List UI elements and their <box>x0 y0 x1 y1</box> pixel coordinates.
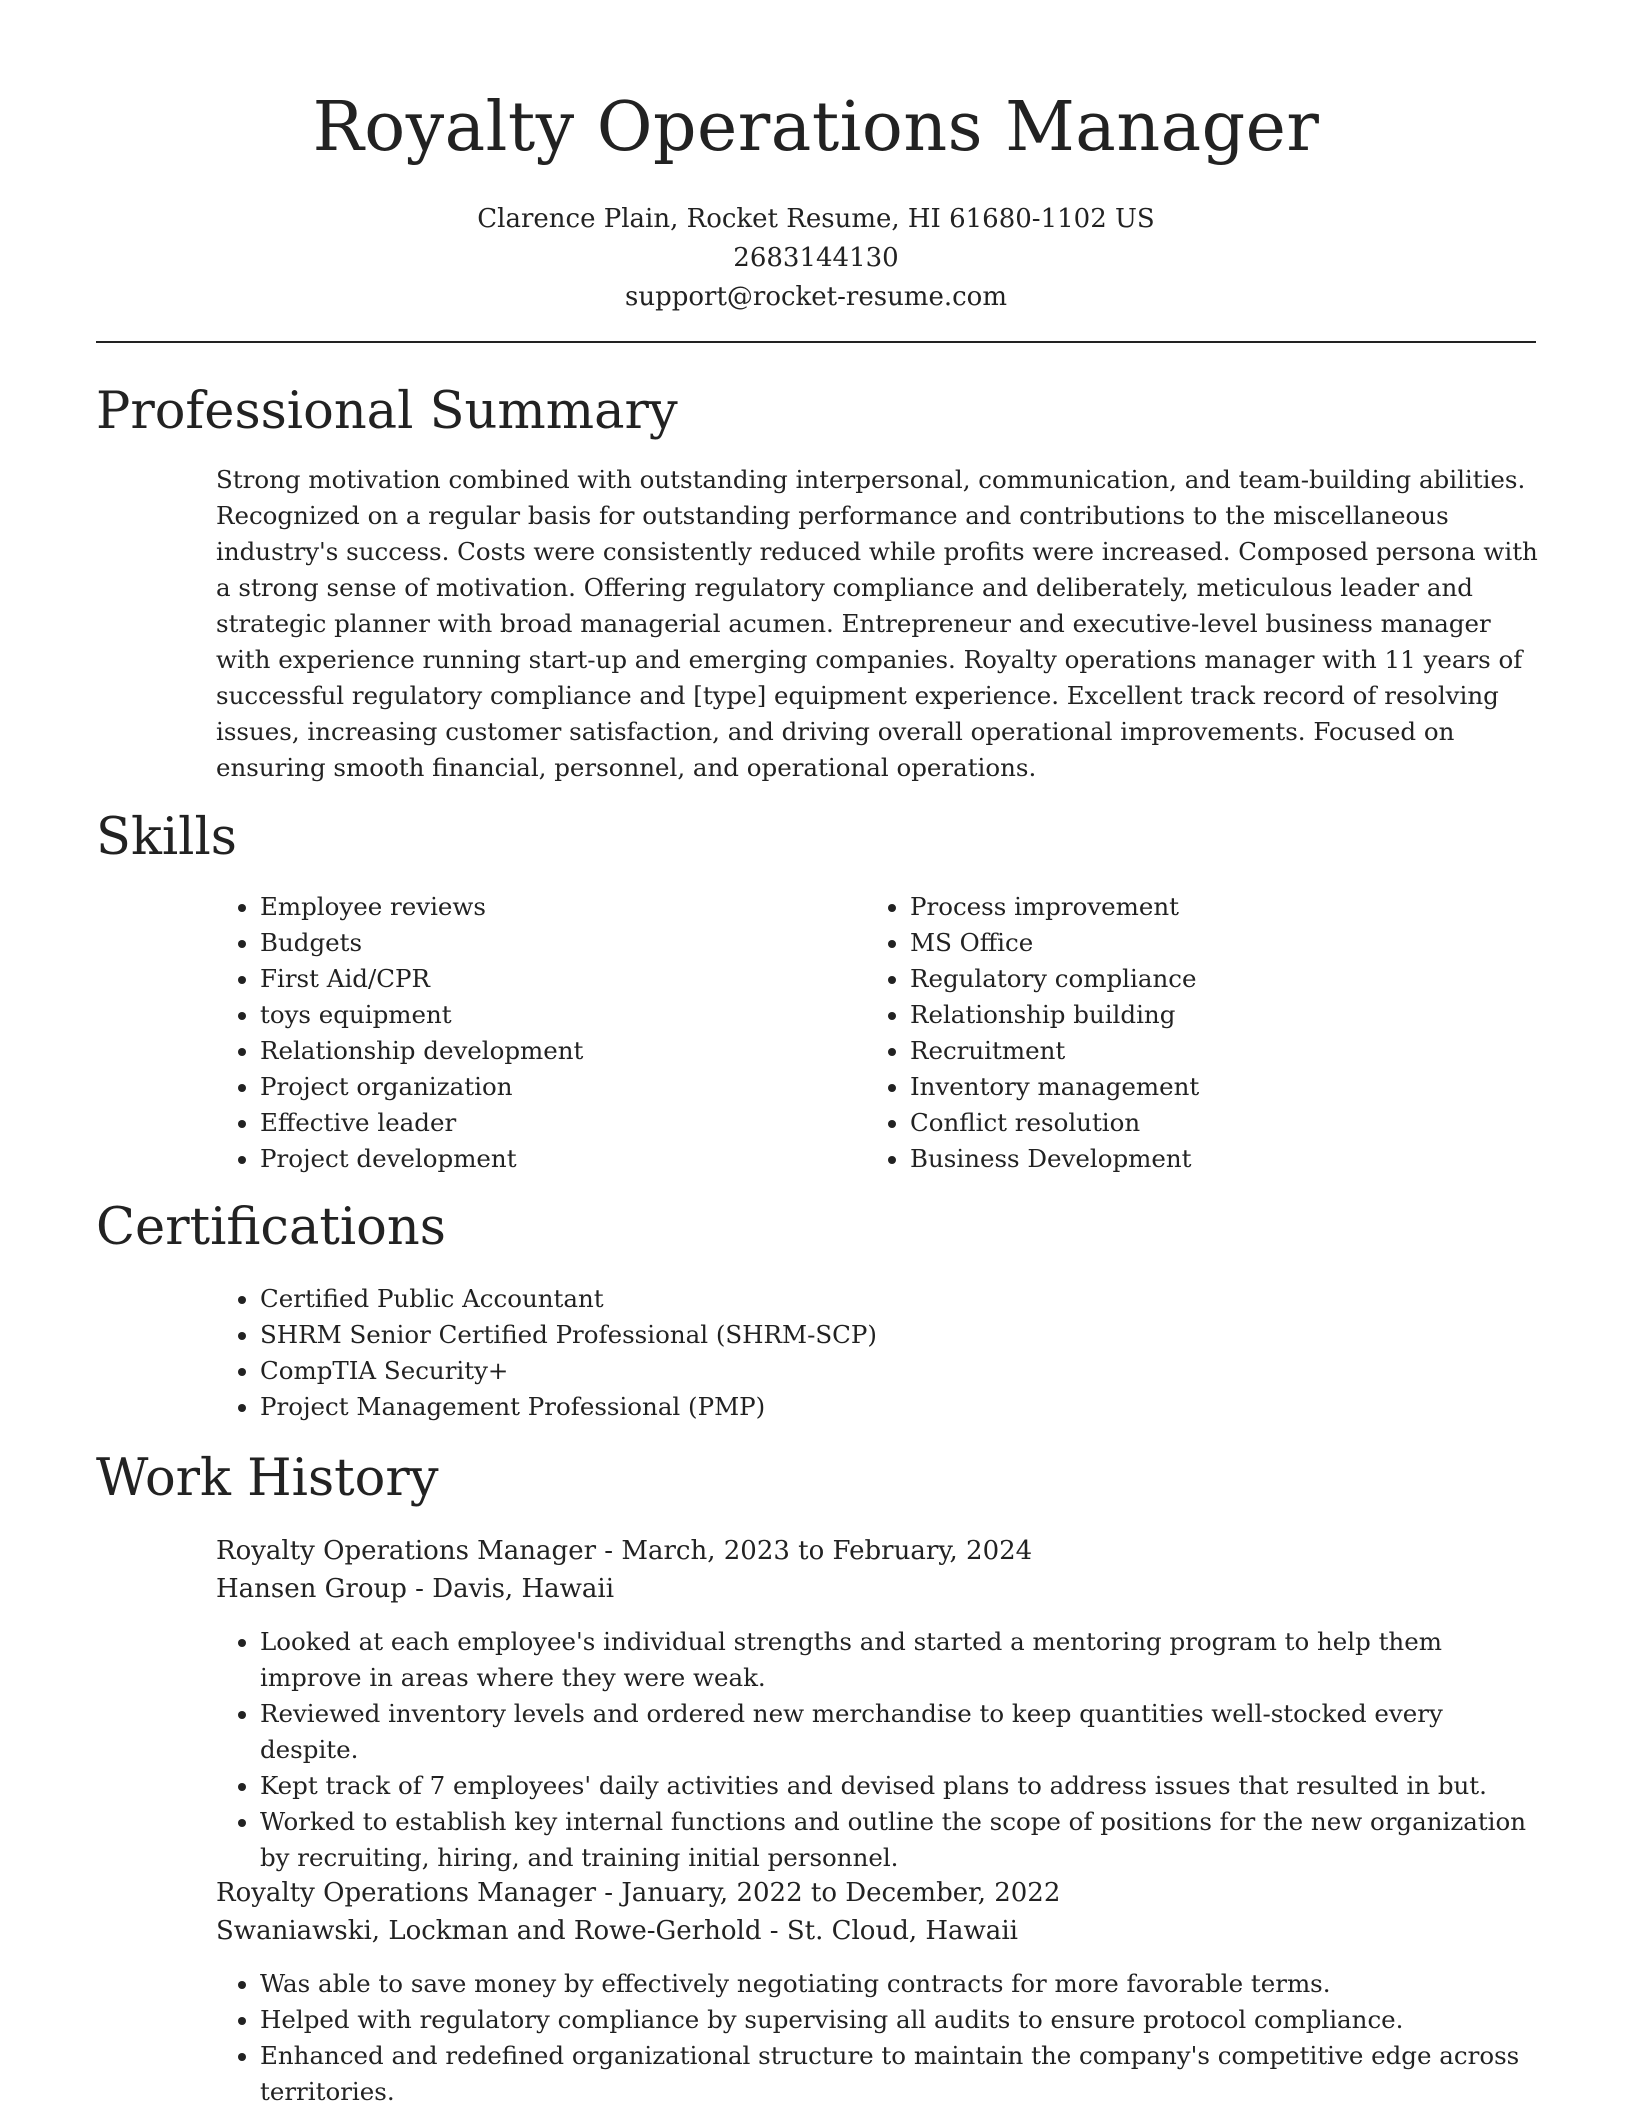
skill-item: • Business Development <box>910 1141 1516 1177</box>
job-location: Davis, Hawaii <box>432 1574 615 1604</box>
job-employer-line: Swaniawski, Lockman and Rowe-Gerhold - St. Cloud, Hawaii <box>216 1916 1018 1946</box>
certification-item: • CompTIA Security+ <box>260 1353 1546 1389</box>
certification-item: • Project Management Professional (PMP) <box>260 1389 1546 1425</box>
certification-item: • SHRM Senior Certified Professional (SHRM-SCP) <box>260 1317 1546 1353</box>
skill-item: • Conflict resolution <box>910 1105 1516 1141</box>
job-title-line: Royalty Operations Manager - January, 2022 to December, 2022 <box>216 1878 1061 1908</box>
contact-address: Clarence Plain, Rocket Resume, HI 61680-1102 US <box>477 204 1155 234</box>
skill-item: • Recruitment <box>910 1033 1516 1069</box>
job-duty-item: • Worked to establish key internal functions and outline the scope of positions for the new organization by recruiting, hiring, and training initial personnel. <box>260 1804 1546 1876</box>
certifications-heading: Certifications <box>96 1198 446 1257</box>
job-entry <box>216 1874 1546 2110</box>
job-position: Royalty Operations Manager <box>216 1536 597 1566</box>
resume-header <box>96 78 1536 317</box>
header-divider <box>96 341 1536 343</box>
skill-item: • First Aid/CPR <box>260 961 866 997</box>
job-duty-item: • Reviewed inventory levels and ordered new merchandise to keep quantities well-stocked every despite. <box>260 1696 1546 1768</box>
skill-item: • Regulatory compliance <box>910 961 1516 997</box>
job-duties-list <box>216 1624 1546 1876</box>
summary-heading: Professional Summary <box>96 382 678 441</box>
summary-section <box>216 462 1546 786</box>
job-dates: January, 2022 to December, 2022 <box>621 1878 1061 1908</box>
skills-section <box>216 889 1546 1177</box>
job-title-line: Royalty Operations Manager - March, 2023 to February, 2024 <box>216 1536 1033 1566</box>
job-entry <box>216 1532 1546 1876</box>
certifications-section <box>216 1281 1546 1425</box>
job-dates: March, 2023 to February, 2024 <box>621 1536 1033 1566</box>
skill-item: • Employee reviews <box>260 889 866 925</box>
skill-item: • Project organization <box>260 1069 866 1105</box>
skill-item: • Project development <box>260 1141 866 1177</box>
job-location: St. Cloud, Hawaii <box>786 1916 1018 1946</box>
job-employer: Swaniawski, Lockman and Rowe-Gerhold <box>216 1916 762 1946</box>
skill-item: • Relationship building <box>910 997 1516 1033</box>
job-duty-item: • Kept track of 7 employees' daily activities and devised plans to address issues that resulted in but. <box>260 1768 1546 1804</box>
contact-email: support@rocket-resume.com <box>624 282 1007 312</box>
skill-item: • MS Office <box>910 925 1516 961</box>
job-employer-line: Hansen Group - Davis, Hawaii <box>216 1574 615 1604</box>
skills-list-left <box>216 889 866 1177</box>
skill-item: • Inventory management <box>910 1069 1516 1105</box>
job-employer: Hansen Group <box>216 1574 407 1604</box>
job-duties-list <box>216 1966 1546 2110</box>
skills-list-right <box>866 889 1516 1177</box>
job-position: Royalty Operations Manager <box>216 1878 597 1908</box>
summary-text: Strong motivation combined with outstanding interpersonal, communication, and team-building abilities. Recognized on a regular basis for outstanding performance and contributions to the miscellaneous industry's success. Costs were consistently reduced while profits were increased. Composed persona with a strong sense of motivation. Offering regulatory compliance and deliberately, meticulous leader and strategic planner with broad managerial acumen. Entrepreneur and executive-level business manager with experience running start-up and emerging companies. Royalty operations manager with 11 years of successful regulatory compliance and [type] equipment experience. Excellent track record of resolving issues, increasing customer satisfaction, and driving overall operational improvements. Focused on ensuring smooth financial, personnel, and operational operations. <box>216 465 1538 782</box>
work-history-heading: Work History <box>96 1449 439 1508</box>
skill-item: • Relationship development <box>260 1033 866 1069</box>
skill-item: • Effective leader <box>260 1105 866 1141</box>
resume-name: Royalty Operations Manager <box>312 88 1320 167</box>
skill-item: • Process improvement <box>910 889 1516 925</box>
job-duty-item: • Enhanced and redefined organizational structure to maintain the company's competitive edge across territories. <box>260 2038 1546 2110</box>
skills-heading: Skills <box>96 808 237 867</box>
certification-item: • Certified Public Accountant <box>260 1281 1546 1317</box>
contact-phone: 2683144130 <box>733 243 899 273</box>
skill-item: • Budgets <box>260 925 866 961</box>
skill-item: • toys equipment <box>260 997 866 1033</box>
job-duty-item: • Was able to save money by effectively negotiating contracts for more favorable terms. <box>260 1966 1546 2002</box>
job-duty-item: • Looked at each employee's individual strengths and started a mentoring program to help them improve in areas where they were weak. <box>260 1624 1546 1696</box>
job-duty-item: • Helped with regulatory compliance by supervising all audits to ensure protocol compliance. <box>260 2002 1546 2038</box>
certifications-list <box>216 1281 1546 1425</box>
contact-info <box>96 200 1536 317</box>
